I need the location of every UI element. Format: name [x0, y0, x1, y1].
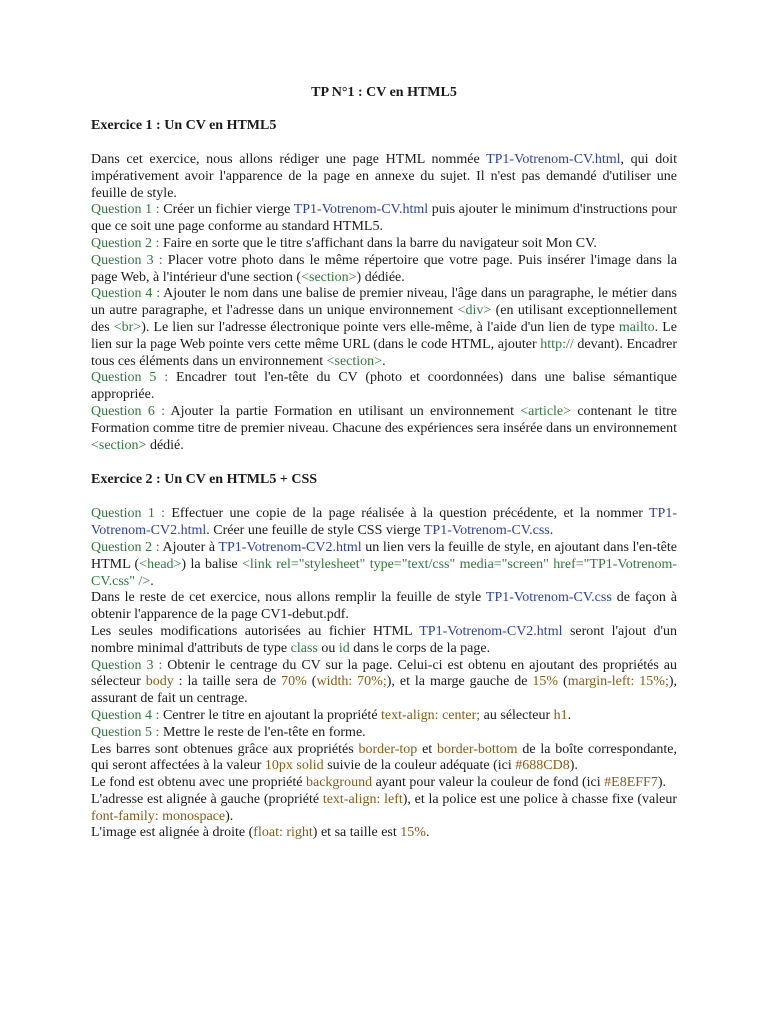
code-text: width: 70%; — [316, 674, 387, 690]
text-run: un lien vers la feuille de style, en ajoutant dans l'en-tête HTML ( — [91, 539, 677, 572]
code-text: border-bottom — [436, 741, 518, 757]
code-text: http:// — [540, 336, 574, 352]
paragraph — [91, 590, 677, 624]
text-run: . Le lien sur la page Web pointe vers cette même URL (dans le code HTML, ajouter — [91, 319, 677, 352]
question-label: Question 2 : — [91, 539, 160, 555]
text-run: . — [567, 707, 572, 723]
exercise-1-intro — [91, 152, 677, 202]
code-text: 70% — [281, 674, 307, 690]
question-label: Question 3 : — [91, 252, 163, 268]
text-run: Ajouter le nom dans une balise de premier niveau, l'âge dans un paragraphe, le métier dans un autre paragraphe, et l'adresse dans un unique environnement — [91, 286, 677, 319]
code-text: <link rel="stylesheet" type="text/css" media="screen" href="TP1-Votrenom-CV.css" /> — [91, 556, 678, 589]
filename-text: TP1-Votrenom-CV2.html — [419, 623, 563, 639]
exercise-1-heading: Exercice 1 : Un CV en HTML5 — [91, 118, 277, 133]
text-run: ), et la police est une police à chasse fixe (valeur — [402, 791, 677, 807]
text-run: ), et la marge gauche de — [386, 674, 533, 690]
code-text: 15% — [532, 674, 559, 690]
text-run: suivie de la couleur adéquate (ici — [323, 758, 516, 774]
text-run: Ajouter la partie Formation en utilisant un environnement — [165, 403, 521, 419]
code-text: id — [338, 640, 350, 656]
exercise-1-questions — [91, 202, 677, 454]
text-run: ) la balise — [181, 556, 243, 572]
paragraph — [91, 708, 677, 725]
question-label: Question 6 : — [91, 403, 166, 419]
document-page — [91, 84, 677, 842]
text-run: Centrer le titre en ajoutant la propriété — [159, 707, 382, 723]
text-run: ). — [225, 808, 234, 824]
text-run: . — [549, 523, 554, 539]
text-run: (en utilisant exceptionnellement des — [91, 303, 677, 335]
code-text: class — [290, 640, 318, 656]
code-text: <article> — [520, 403, 572, 419]
text-run: de façon à obtenir l'apparence de la page CV1-debut.pdf. — [91, 590, 677, 623]
question-label: Question 2 : — [91, 235, 160, 251]
code-text: float: right — [253, 825, 313, 841]
text-run: Les seules modifications autorisées au fichier HTML — [91, 623, 420, 639]
text-run: ) dédiée. — [356, 269, 405, 285]
text-run: ). — [569, 758, 578, 774]
text-run: de la boîte correspondante, qui seront affectées à la valeur — [91, 741, 678, 774]
text-run: Le fond est obtenu avec une propriété — [91, 775, 306, 791]
text-run: ayant pour valeur la couleur de fond (ici — [372, 775, 605, 791]
text-run: Dans cet exercice, nous allons rédiger une page HTML nommée — [91, 152, 487, 167]
code-text: #688CD8 — [515, 758, 570, 774]
code-text: 15% — [400, 825, 426, 841]
paragraph — [91, 725, 677, 742]
code-text: <div> — [457, 303, 492, 319]
paragraph — [91, 825, 677, 842]
text-run: Les barres sont obtenues grâce aux propriétés — [91, 741, 359, 757]
paragraph — [91, 775, 677, 792]
text-run: ( — [558, 674, 568, 690]
filename-text: TP1-Votrenom-CV.html — [293, 202, 429, 218]
text-run: Effectuer une copie de la page réalisée à la question précédente, et la nommer — [165, 506, 649, 522]
code-text: margin-left: 15%; — [567, 674, 669, 690]
code-text: text-align: left — [322, 791, 403, 807]
filename-text: TP1-Votrenom-CV.html — [486, 152, 621, 167]
text-run: : la taille sera de — [173, 674, 282, 690]
question-label: Question 4 : — [91, 707, 160, 723]
code-text: text-align: center; — [381, 707, 481, 723]
filename-text: TP1-Votrenom-CV2.html — [91, 506, 677, 539]
exercise-2-paragraphs — [91, 506, 677, 842]
paragraph — [91, 658, 677, 708]
document-title: TP N°1 : CV en HTML5 — [311, 85, 457, 100]
filename-text: TP1-Votrenom-CV.css — [485, 590, 612, 606]
paragraph — [91, 506, 677, 540]
question-paragraph — [91, 253, 677, 287]
code-text: font-family: monospace — [91, 808, 226, 824]
question-paragraph — [91, 236, 677, 253]
text-run: devant). Encadrer tous ces éléments dans un environnement — [91, 336, 677, 369]
text-run: Faire en sorte que le titre s'affichant dans la barre du navigateur soit Mon CV. — [159, 235, 597, 251]
text-run: ). Le lien sur l'adresse électronique pointe vers elle-même, à l'aide d'un lien de type — [141, 319, 619, 335]
code-text: #E8EFF7 — [604, 775, 658, 791]
paragraph — [91, 742, 677, 776]
code-text: <section> — [301, 269, 357, 285]
text-run: L'adresse est alignée à gauche (propriété — [91, 791, 323, 807]
text-run: ou — [317, 640, 339, 656]
question-paragraph — [91, 404, 677, 454]
text-run: et — [417, 741, 437, 757]
paragraph — [91, 624, 677, 658]
paragraph — [91, 540, 677, 590]
text-run: . — [425, 825, 430, 841]
question-label: Question 5 : — [91, 370, 169, 386]
code-text: 10px solid — [264, 758, 324, 774]
text-run: . — [150, 573, 154, 589]
text-run: Mettre le reste de l'en-tête en forme. — [159, 724, 366, 740]
text-run: ) et sa taille est — [312, 825, 401, 841]
question-label: Question 5 : — [91, 724, 160, 740]
text-run: ). — [657, 775, 667, 791]
text-run: Dans le reste de cet exercice, nous allons remplir la feuille de style — [91, 590, 486, 606]
text-run: L'image est alignée à droite ( — [91, 825, 254, 841]
question-paragraph — [91, 202, 677, 236]
code-text: <br> — [113, 319, 142, 335]
question-label: Question 1 : — [91, 506, 166, 522]
question-label: Question 3 : — [91, 657, 163, 673]
text-run: Encadrer tout l'en-tête du CV (photo et coordonnées) dans une balise sémantique appropriée. — [91, 370, 677, 403]
text-run: ), assurant de fait un centrage. — [91, 674, 678, 707]
question-label: Question 1 : — [91, 202, 160, 218]
text-run: au sélecteur — [480, 707, 554, 723]
question-paragraph — [91, 370, 677, 404]
code-text: background — [305, 775, 373, 791]
code-text: <section> — [91, 437, 147, 453]
filename-text: TP1-Votrenom-CV.css — [423, 523, 550, 539]
text-run: dédié. — [146, 437, 184, 453]
code-text: h1 — [553, 707, 568, 723]
code-text: body — [145, 674, 174, 690]
text-run: puis ajouter le minimum d'instructions pour que ce soit une page conforme au standard HTML5. — [91, 202, 677, 235]
code-text: border-top — [358, 741, 418, 757]
text-run: Placer votre photo dans le même répertoire que votre page. Puis insérer l'image dans la page Web, à l'intérieur d'une section ( — [91, 252, 677, 285]
text-run: . — [382, 353, 386, 369]
text-run: dans le corps de la page. — [349, 640, 491, 656]
text-run: . Créer une feuille de style CSS vierge — [206, 523, 424, 539]
code-text: mailto — [618, 319, 655, 335]
code-text: <head> — [139, 556, 182, 572]
paragraph — [91, 792, 677, 826]
section-spacer — [91, 454, 677, 471]
text-run: ( — [306, 674, 317, 690]
filename-text: TP1-Votrenom-CV2.html — [218, 539, 362, 555]
text-run: Ajouter à — [159, 539, 219, 555]
question-label: Question 4 : — [91, 286, 161, 302]
text-run: Obtenir le centrage du CV sur la page. Celui-ci est obtenu en ajoutant des propriétés au sélecteur — [91, 657, 677, 690]
code-text: <section> — [326, 353, 383, 369]
question-paragraph — [91, 286, 677, 370]
text-run: Créer un fichier vierge — [159, 202, 294, 218]
text-run: contenant le titre Formation comme titre de premier niveau. Chacune des expériences sera insérée dans un environnement — [91, 403, 677, 436]
text-run: , qui doit impérativement avoir l'apparence de la page en annexe du sujet. Il n'est pas demandé d'utiliser une feuille de style. — [91, 152, 678, 201]
exercise-2-heading: Exercice 2 : Un CV en HTML5 + CSS — [91, 472, 318, 488]
text-run: seront l'ajout d'un nombre minimal d'attributs de type — [91, 623, 677, 656]
